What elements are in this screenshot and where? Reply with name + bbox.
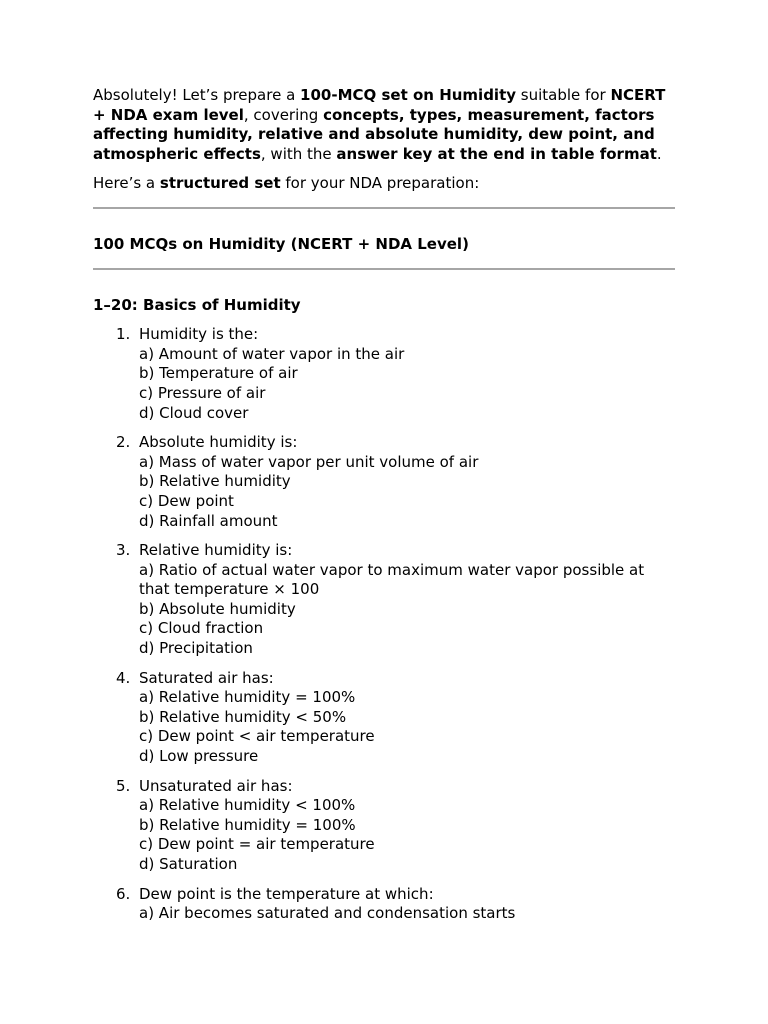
question-text: Humidity is the: [139, 325, 259, 344]
question-item [93, 433, 675, 531]
question-number: 4. [116, 668, 131, 687]
question-list [93, 325, 675, 924]
section-heading: 1–20: Basics of Humidity [93, 295, 301, 314]
intro-text: . [656, 144, 662, 163]
lead-text: Here’s a [93, 174, 160, 193]
question-item [93, 541, 675, 659]
question-number: 5. [116, 776, 131, 795]
answer-option: a) Amount of water vapor in the air [139, 344, 405, 363]
answer-option: c) Pressure of air [139, 383, 266, 402]
question-item [93, 669, 675, 767]
document-title: 100 MCQs on Humidity (NCERT + NDA Level) [93, 234, 469, 253]
answer-option: b) Absolute humidity [139, 599, 296, 618]
answer-option: a) Relative humidity < 100% [139, 796, 356, 815]
answer-option: c) Dew point [139, 491, 234, 510]
question-item [93, 885, 675, 924]
answer-option: b) Temperature of air [139, 364, 298, 383]
answer-option: d) Low pressure [139, 747, 259, 766]
question-text: Relative humidity is: [139, 541, 293, 560]
question-text: Absolute humidity is: [139, 433, 298, 452]
answer-option: d) Cloud cover [139, 403, 249, 422]
answer-option: d) Rainfall amount [139, 511, 278, 530]
lead-text: for your NDA preparation: [280, 174, 480, 193]
answer-option: a) Air becomes saturated and condensation starts [139, 904, 516, 923]
answer-option: c) Dew point < air temperature [139, 727, 375, 746]
intro-bold-text: concepts, types, measurement, factors affecting humidity, relative and absolute humidity, dew point, and atmospheric effects [93, 105, 655, 163]
question-number: 3. [116, 541, 131, 560]
question-text: Dew point is the temperature at which: [139, 884, 434, 903]
lead-paragraph [93, 174, 675, 194]
answer-option: c) Cloud fraction [139, 619, 264, 638]
answer-option: a) Mass of water vapor per unit volume of air [139, 452, 479, 471]
question-item [93, 325, 675, 423]
question-text: Saturated air has: [139, 668, 274, 687]
question-number: 2. [116, 433, 131, 452]
intro-text: , with the [260, 144, 337, 163]
answer-option: d) Saturation [139, 855, 238, 873]
answer-option: c) Dew point = air temperature [139, 835, 375, 854]
intro-text: suitable for [516, 86, 611, 104]
intro-bold-text: NCERT + NDA exam level [93, 86, 666, 124]
intro-text: , covering [243, 105, 324, 124]
question-number: 6. [116, 884, 131, 903]
intro-bold-text: answer key at the end in table format [336, 144, 657, 163]
lead-bold-text: structured set [159, 174, 281, 193]
intro-text: Absolutely! Let’s prepare a [93, 86, 301, 104]
answer-option: b) Relative humidity < 50% [139, 707, 347, 726]
answer-option: a) Relative humidity = 100% [139, 688, 356, 707]
divider [93, 268, 675, 270]
answer-option: a) Ratio of actual water vapor to maximum water vapor possible at that temperature × 100 [139, 560, 645, 599]
question-item [93, 777, 675, 875]
answer-option: b) Relative humidity [139, 472, 291, 491]
intro-paragraph [93, 86, 675, 164]
answer-option: b) Relative humidity = 100% [139, 815, 356, 834]
intro-bold-text: 100-MCQ set on Humidity [300, 86, 517, 104]
question-number: 1. [116, 325, 131, 344]
divider [93, 207, 675, 209]
answer-option: d) Precipitation [139, 639, 253, 658]
question-text: Unsaturated air has: [139, 776, 293, 795]
